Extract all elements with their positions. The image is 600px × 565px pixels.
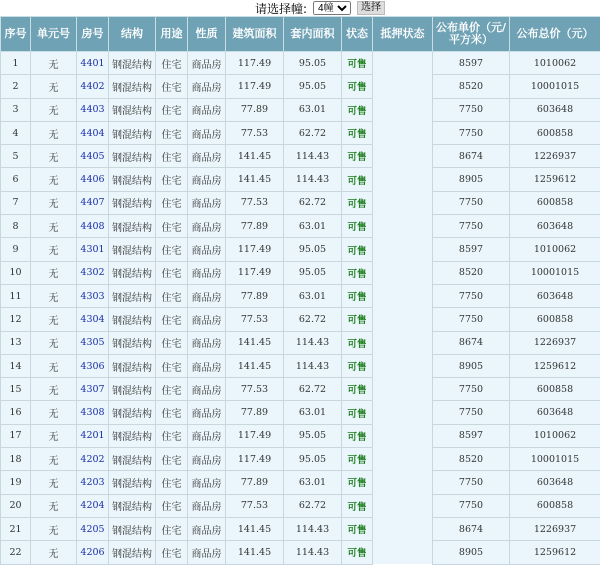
- table-row: [1, 215, 600, 238]
- table-row: [1, 191, 600, 214]
- table-row: [1, 541, 600, 564]
- floor-area: 77.53: [226, 308, 284, 331]
- row-index: 6: [1, 168, 31, 191]
- status-badge: 可售: [342, 168, 373, 191]
- property-type: 商品房: [188, 75, 226, 98]
- room-link[interactable]: 4302: [77, 261, 109, 284]
- property-type: 商品房: [188, 52, 226, 75]
- structure: 钢混结构: [109, 401, 156, 424]
- usage: 住宅: [156, 541, 188, 564]
- status-badge: 可售: [342, 424, 373, 447]
- inner-area: 63.01: [284, 471, 342, 494]
- header-col-mortgage: 抵押状态: [373, 17, 433, 52]
- structure: 钢混结构: [109, 494, 156, 517]
- table-row: [1, 238, 600, 261]
- status-badge: 可售: [342, 238, 373, 261]
- floor-area: 141.45: [226, 168, 284, 191]
- room-link[interactable]: 4403: [77, 98, 109, 121]
- row-index: 19: [1, 471, 31, 494]
- floor-area: 77.89: [226, 401, 284, 424]
- property-type: 商品房: [188, 424, 226, 447]
- table-row: [1, 517, 600, 540]
- floor-area: 117.49: [226, 238, 284, 261]
- row-index: 14: [1, 354, 31, 377]
- status-badge: 可售: [342, 541, 373, 564]
- usage: 住宅: [156, 238, 188, 261]
- structure: 钢混结构: [109, 75, 156, 98]
- header-col-room: 房号: [77, 17, 109, 52]
- inner-area: 114.43: [284, 145, 342, 168]
- building-selector-bar: [0, 0, 600, 16]
- unit-price: 7750: [433, 284, 510, 307]
- total-price: 603648: [510, 284, 600, 307]
- structure: 钢混结构: [109, 424, 156, 447]
- room-link[interactable]: 4306: [77, 354, 109, 377]
- header-col-inner-area: 套内面积: [284, 17, 342, 52]
- total-price: 1010062: [510, 424, 600, 447]
- usage: 住宅: [156, 215, 188, 238]
- usage: 住宅: [156, 448, 188, 471]
- status-badge: 可售: [342, 354, 373, 377]
- inner-area: 62.72: [284, 308, 342, 331]
- total-price: 1010062: [510, 238, 600, 261]
- total-price: 10001015: [510, 75, 600, 98]
- table-row: [1, 424, 600, 447]
- property-type: 商品房: [188, 541, 226, 564]
- property-type: 商品房: [188, 145, 226, 168]
- total-price: 1226937: [510, 331, 600, 354]
- unit-price: 7750: [433, 98, 510, 121]
- usage: 住宅: [156, 517, 188, 540]
- table-row: [1, 168, 600, 191]
- mortgage-status-cell: [373, 52, 433, 565]
- structure: 钢混结构: [109, 238, 156, 261]
- unit-number: 无: [31, 238, 77, 261]
- unit-price: 8597: [433, 238, 510, 261]
- usage: 住宅: [156, 284, 188, 307]
- table-row: [1, 494, 600, 517]
- structure: 钢混结构: [109, 284, 156, 307]
- structure: 钢混结构: [109, 541, 156, 564]
- unit-number: 无: [31, 191, 77, 214]
- row-index: 15: [1, 378, 31, 401]
- unit-number: 无: [31, 284, 77, 307]
- unit-price: 7750: [433, 378, 510, 401]
- structure: 钢混结构: [109, 517, 156, 540]
- unit-price: 8674: [433, 331, 510, 354]
- property-type: 商品房: [188, 448, 226, 471]
- property-type: 商品房: [188, 191, 226, 214]
- room-link[interactable]: 4308: [77, 401, 109, 424]
- inner-area: 114.43: [284, 168, 342, 191]
- property-type: 商品房: [188, 331, 226, 354]
- property-type: 商品房: [188, 261, 226, 284]
- property-type: 商品房: [188, 494, 226, 517]
- row-index: 7: [1, 191, 31, 214]
- unit-number: 无: [31, 471, 77, 494]
- inner-area: 62.72: [284, 378, 342, 401]
- usage: 住宅: [156, 261, 188, 284]
- total-price: 10001015: [510, 448, 600, 471]
- unit-number: 无: [31, 261, 77, 284]
- structure: 钢混结构: [109, 308, 156, 331]
- room-link[interactable]: 4201: [77, 424, 109, 447]
- unit-number: 无: [31, 494, 77, 517]
- inner-area: 95.05: [284, 52, 342, 75]
- inner-area: 95.05: [284, 261, 342, 284]
- status-badge: 可售: [342, 121, 373, 144]
- unit-number: 无: [31, 145, 77, 168]
- table-row: [1, 284, 600, 307]
- usage: 住宅: [156, 98, 188, 121]
- floor-area: 141.45: [226, 541, 284, 564]
- total-price: 1010062: [510, 52, 600, 75]
- property-type: 商品房: [188, 121, 226, 144]
- room-link[interactable]: 4307: [77, 378, 109, 401]
- unit-number: 无: [31, 424, 77, 447]
- header-col-total-price: 公布总价（元）: [510, 17, 600, 52]
- row-index: 21: [1, 517, 31, 540]
- floor-area: 117.49: [226, 448, 284, 471]
- status-badge: 可售: [342, 517, 373, 540]
- unit-price: 8905: [433, 354, 510, 377]
- inner-area: 114.43: [284, 354, 342, 377]
- header-col-unit-price: 公布单价（元/平方米）: [433, 17, 510, 52]
- selector-label: 请选择幢:: [255, 0, 307, 17]
- property-type: 商品房: [188, 401, 226, 424]
- property-type: 商品房: [188, 284, 226, 307]
- structure: 钢混结构: [109, 354, 156, 377]
- floor-area: 77.53: [226, 378, 284, 401]
- unit-price: 8520: [433, 448, 510, 471]
- usage: 住宅: [156, 308, 188, 331]
- status-badge: 可售: [342, 284, 373, 307]
- total-price: 1226937: [510, 145, 600, 168]
- unit-number: 无: [31, 215, 77, 238]
- property-type: 商品房: [188, 215, 226, 238]
- total-price: 1259612: [510, 168, 600, 191]
- inner-area: 63.01: [284, 215, 342, 238]
- total-price: 603648: [510, 215, 600, 238]
- unit-number: 无: [31, 331, 77, 354]
- unit-number: 无: [31, 168, 77, 191]
- row-index: 20: [1, 494, 31, 517]
- structure: 钢混结构: [109, 378, 156, 401]
- inner-area: 95.05: [284, 424, 342, 447]
- structure: 钢混结构: [109, 471, 156, 494]
- status-badge: 可售: [342, 52, 373, 75]
- usage: 住宅: [156, 52, 188, 75]
- structure: 钢混结构: [109, 331, 156, 354]
- structure: 钢混结构: [109, 261, 156, 284]
- floor-area: 117.49: [226, 424, 284, 447]
- total-price: 603648: [510, 401, 600, 424]
- row-index: 22: [1, 541, 31, 564]
- room-link[interactable]: 4402: [77, 75, 109, 98]
- status-badge: 可售: [342, 448, 373, 471]
- structure: 钢混结构: [109, 215, 156, 238]
- unit-number: 无: [31, 98, 77, 121]
- unit-price: 7750: [433, 494, 510, 517]
- table-row: [1, 471, 600, 494]
- unit-price: 7750: [433, 191, 510, 214]
- row-index: 11: [1, 284, 31, 307]
- property-type: 商品房: [188, 471, 226, 494]
- usage: 住宅: [156, 331, 188, 354]
- floor-area: 77.53: [226, 191, 284, 214]
- header-col-structure: 结构: [109, 17, 156, 52]
- unit-price: 8674: [433, 517, 510, 540]
- status-badge: 可售: [342, 215, 373, 238]
- table-row: [1, 261, 600, 284]
- property-type: 商品房: [188, 517, 226, 540]
- select-button[interactable]: 选择: [357, 1, 385, 15]
- unit-number: 无: [31, 517, 77, 540]
- status-badge: 可售: [342, 471, 373, 494]
- usage: 住宅: [156, 494, 188, 517]
- total-price: 603648: [510, 471, 600, 494]
- room-link[interactable]: 4405: [77, 145, 109, 168]
- row-index: 18: [1, 448, 31, 471]
- floor-area: 117.49: [226, 261, 284, 284]
- room-link[interactable]: 4304: [77, 308, 109, 331]
- unit-price: 8597: [433, 52, 510, 75]
- room-link[interactable]: 4206: [77, 541, 109, 564]
- row-index: 3: [1, 98, 31, 121]
- status-badge: 可售: [342, 191, 373, 214]
- header-col-type: 性质: [188, 17, 226, 52]
- unit-number: 无: [31, 308, 77, 331]
- total-price: 600858: [510, 121, 600, 144]
- structure: 钢混结构: [109, 145, 156, 168]
- table-row: [1, 354, 600, 377]
- inner-area: 62.72: [284, 191, 342, 214]
- row-index: 9: [1, 238, 31, 261]
- status-badge: 可售: [342, 378, 373, 401]
- inner-area: 63.01: [284, 284, 342, 307]
- room-link[interactable]: 4406: [77, 168, 109, 191]
- unit-price: 8520: [433, 75, 510, 98]
- property-type: 商品房: [188, 308, 226, 331]
- unit-number: 无: [31, 401, 77, 424]
- total-price: 600858: [510, 378, 600, 401]
- table-row: [1, 331, 600, 354]
- unit-number: 无: [31, 75, 77, 98]
- row-index: 12: [1, 308, 31, 331]
- header-col-status: 状态: [342, 17, 373, 52]
- status-badge: 可售: [342, 494, 373, 517]
- unit-price: 7750: [433, 308, 510, 331]
- structure: 钢混结构: [109, 121, 156, 144]
- floor-area: 117.49: [226, 75, 284, 98]
- room-link[interactable]: 4203: [77, 471, 109, 494]
- unit-price: 8905: [433, 541, 510, 564]
- floor-area: 77.89: [226, 215, 284, 238]
- room-link[interactable]: 4401: [77, 52, 109, 75]
- inner-area: 63.01: [284, 401, 342, 424]
- usage: 住宅: [156, 121, 188, 144]
- unit-price: 8597: [433, 424, 510, 447]
- status-badge: 可售: [342, 401, 373, 424]
- room-link[interactable]: 4202: [77, 448, 109, 471]
- structure: 钢混结构: [109, 191, 156, 214]
- usage: 住宅: [156, 424, 188, 447]
- table-row: [1, 98, 600, 121]
- table-row: [1, 52, 600, 75]
- inner-area: 63.01: [284, 98, 342, 121]
- room-link[interactable]: 4303: [77, 284, 109, 307]
- unit-number: 无: [31, 448, 77, 471]
- floor-area: 77.53: [226, 121, 284, 144]
- structure: 钢混结构: [109, 98, 156, 121]
- row-index: 17: [1, 424, 31, 447]
- table-row: [1, 378, 600, 401]
- floor-area: 141.45: [226, 517, 284, 540]
- total-price: 600858: [510, 191, 600, 214]
- table-row: [1, 401, 600, 424]
- unit-price: 7750: [433, 215, 510, 238]
- header-col-floor-area: 建筑面积: [226, 17, 284, 52]
- table-row: [1, 121, 600, 144]
- room-link[interactable]: 4205: [77, 517, 109, 540]
- total-price: 10001015: [510, 261, 600, 284]
- status-badge: 可售: [342, 308, 373, 331]
- table-header: [1, 17, 600, 52]
- floor-area: 141.45: [226, 331, 284, 354]
- floor-area: 77.89: [226, 284, 284, 307]
- building-select[interactable]: [313, 1, 351, 15]
- usage: 住宅: [156, 471, 188, 494]
- usage: 住宅: [156, 401, 188, 424]
- total-price: 1259612: [510, 354, 600, 377]
- property-type: 商品房: [188, 98, 226, 121]
- room-link[interactable]: 4408: [77, 215, 109, 238]
- total-price: 1226937: [510, 517, 600, 540]
- usage: 住宅: [156, 75, 188, 98]
- inner-area: 95.05: [284, 238, 342, 261]
- unit-price: 8520: [433, 261, 510, 284]
- usage: 住宅: [156, 191, 188, 214]
- status-badge: 可售: [342, 331, 373, 354]
- room-link[interactable]: 4305: [77, 331, 109, 354]
- structure: 钢混结构: [109, 168, 156, 191]
- inner-area: 95.05: [284, 448, 342, 471]
- row-index: 13: [1, 331, 31, 354]
- room-link[interactable]: 4301: [77, 238, 109, 261]
- floor-area: 77.89: [226, 98, 284, 121]
- unit-number: 无: [31, 121, 77, 144]
- row-index: 5: [1, 145, 31, 168]
- unit-number: 无: [31, 378, 77, 401]
- usage: 住宅: [156, 168, 188, 191]
- floor-area: 77.53: [226, 494, 284, 517]
- property-type: 商品房: [188, 378, 226, 401]
- inner-area: 62.72: [284, 121, 342, 144]
- property-type: 商品房: [188, 168, 226, 191]
- floor-area: 141.45: [226, 354, 284, 377]
- unit-number: 无: [31, 52, 77, 75]
- usage: 住宅: [156, 145, 188, 168]
- status-badge: 可售: [342, 98, 373, 121]
- header-col-unit: 单元号: [31, 17, 77, 52]
- usage: 住宅: [156, 354, 188, 377]
- total-price: 603648: [510, 98, 600, 121]
- inner-area: 95.05: [284, 75, 342, 98]
- row-index: 4: [1, 121, 31, 144]
- table-row: [1, 308, 600, 331]
- floor-area: 141.45: [226, 145, 284, 168]
- header-col-usage: 用途: [156, 17, 188, 52]
- room-link[interactable]: 4407: [77, 191, 109, 214]
- unit-price: 8674: [433, 145, 510, 168]
- inner-area: 114.43: [284, 541, 342, 564]
- inner-area: 114.43: [284, 331, 342, 354]
- unit-number: 无: [31, 541, 77, 564]
- structure: 钢混结构: [109, 52, 156, 75]
- room-link[interactable]: 4404: [77, 121, 109, 144]
- header-col-index: 序号: [1, 17, 31, 52]
- inner-area: 114.43: [284, 517, 342, 540]
- table-row: [1, 448, 600, 471]
- row-index: 1: [1, 52, 31, 75]
- total-price: 1259612: [510, 541, 600, 564]
- unit-price: 8905: [433, 168, 510, 191]
- table-row: [1, 145, 600, 168]
- floor-area: 117.49: [226, 52, 284, 75]
- unit-price: 7750: [433, 401, 510, 424]
- structure: 钢混结构: [109, 448, 156, 471]
- unit-price: 7750: [433, 121, 510, 144]
- table-row: [1, 75, 600, 98]
- total-price: 600858: [510, 494, 600, 517]
- row-index: 16: [1, 401, 31, 424]
- status-badge: 可售: [342, 75, 373, 98]
- inner-area: 62.72: [284, 494, 342, 517]
- unit-number: 无: [31, 354, 77, 377]
- row-index: 2: [1, 75, 31, 98]
- status-badge: 可售: [342, 145, 373, 168]
- property-type: 商品房: [188, 238, 226, 261]
- property-type: 商品房: [188, 354, 226, 377]
- room-link[interactable]: 4204: [77, 494, 109, 517]
- floor-area: 77.89: [226, 471, 284, 494]
- row-index: 10: [1, 261, 31, 284]
- status-badge: 可售: [342, 261, 373, 284]
- usage: 住宅: [156, 378, 188, 401]
- unit-price: 7750: [433, 471, 510, 494]
- row-index: 8: [1, 215, 31, 238]
- total-price: 600858: [510, 308, 600, 331]
- units-table: [0, 16, 600, 565]
